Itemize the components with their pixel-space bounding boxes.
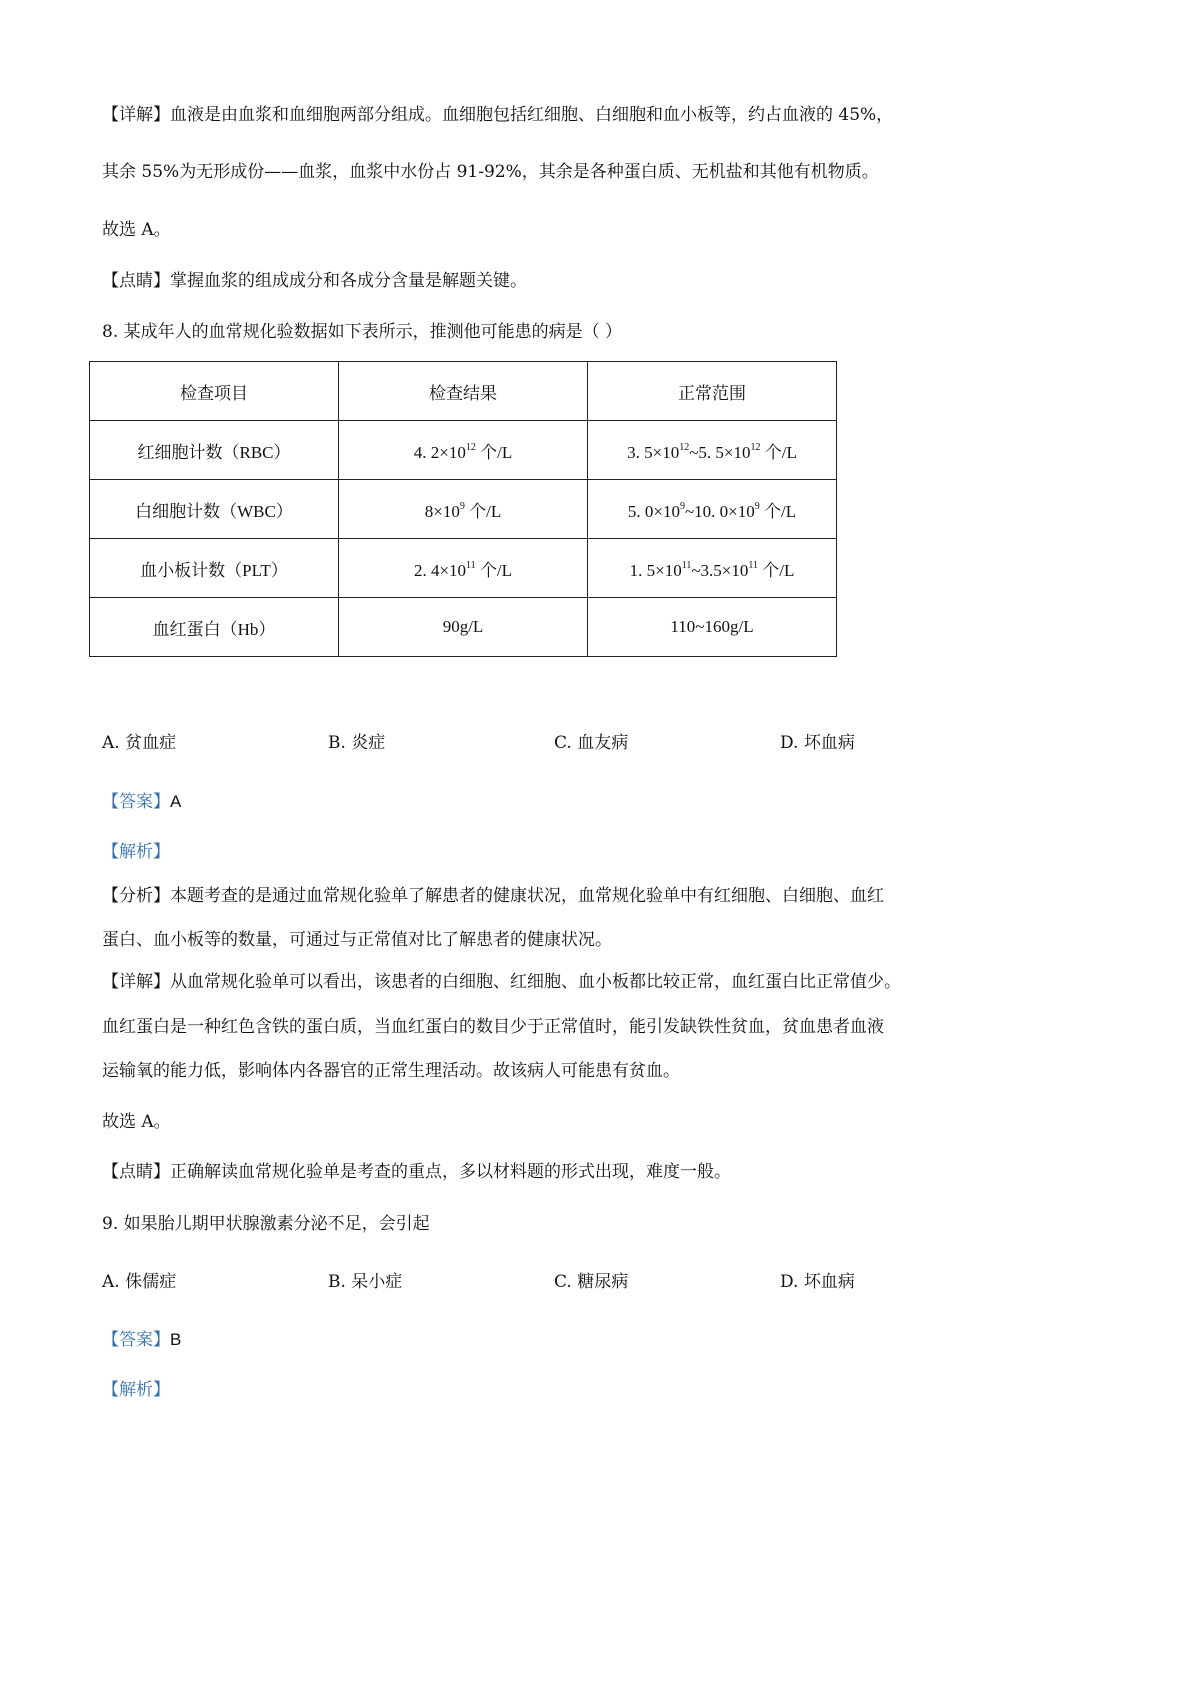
blood-test-table [89,361,837,657]
table-cell-result: 4. $2\times 10^{12}$ 个/L [339,421,588,480]
analysis-line: 蛋白、血小板等的数量，可通过与正常值对比了解患者的健康状况。 [102,930,612,950]
table-cell-range: 1. $5\times 10^{11}\sim 3.5\times 10^{11}$ 个/L [588,539,837,598]
q8-option-c[interactable]: C. 血友病 [554,733,629,753]
detail-line: 运输氧的能力低，影响体内各器官的正常生理活动。故该病人可能患有贫血。 [102,1061,680,1081]
table-header-row [90,362,837,421]
table-cell-range: 3. $5\times 10^{12}\sim 5$. $5\times 10^{12}$ 个/L [588,421,837,480]
table-row [90,480,837,539]
q9-option-d[interactable]: D. 坏血病 [780,1272,855,1292]
table-cell-item: 红细胞计数（RBC） [90,421,339,480]
detail-line: 【详解】从血常规化验单可以看出，该患者的白细胞、红细胞、血小板都比较正常，血红蛋白比正常值少。 [102,972,901,992]
table-cell-item: 血小板计数（PLT） [90,539,339,598]
analysis-line: 【分析】本题考查的是通过血常规化验单了解患者的健康状况，血常规化验单中有红细胞、白细胞、血红 [102,886,884,906]
q8-analysis-tag: 【解析】 [102,842,170,862]
table-header: 检查项目 [90,362,339,421]
answer-value: B [170,1330,182,1349]
q8-option-a[interactable]: A. 贫血症 [102,733,177,753]
table-cell-item: 白细胞计数（WBC） [90,480,339,539]
choice-line: 故选 A。 [102,220,171,240]
q9-option-a[interactable]: A. 侏儒症 [102,1272,177,1292]
answer-value: A [170,792,182,811]
q8-answer-line [102,790,181,814]
table-row [90,539,837,598]
table-row [90,598,837,657]
question-9-stem: 9. 如果胎儿期甲状腺激素分泌不足，会引起 [102,1214,430,1234]
q8-option-d[interactable]: D. 坏血病 [780,733,855,753]
q9-option-c[interactable]: C. 糖尿病 [554,1272,629,1292]
table-cell-result: 90g/L [339,598,588,657]
detail-line: 血红蛋白是一种红色含铁的蛋白质，当血红蛋白的数目少于正常值时，能引发缺铁性贫血，贫血患者血液 [102,1017,884,1037]
answer-tag: 【答案】 [102,792,170,812]
q9-analysis-tag: 【解析】 [102,1380,170,1400]
table-cell-item: 血红蛋白（Hb） [90,598,339,657]
table-cell-result: 2. $4\times 10^{11}$ 个/L [339,539,588,598]
answer-tag: 【答案】 [102,1330,170,1350]
table-cell-range: 110~160g/L [588,598,837,657]
tip-line: 【点睛】正确解读血常规化验单是考查的重点，多以材料题的形式出现，难度一般。 [102,1162,731,1182]
table-row [90,421,837,480]
q9-answer-line [102,1328,181,1352]
tip-line: 【点睛】掌握血浆的组成成分和各成分含量是解题关键。 [102,271,527,291]
choice-line: 故选 A。 [102,1112,171,1132]
table-cell-result: $8\times 10^9$ 个/L [339,480,588,539]
q9-option-b[interactable]: B. 呆小症 [328,1272,403,1292]
table-cell-range: 5. $0\times 10^9\sim 10$. $0\times 10^9$ 个/L [588,480,837,539]
question-8-stem: 8. 某成年人的血常规化验数据如下表所示，推测他可能患的病是（ ） [102,322,623,342]
detail-paragraph-line: 其余 55%为无形成份——血浆，血浆中水份占 91-92%，其余是各种蛋白质、无机盐和其他有机物质。 [102,162,879,182]
detail-paragraph-line: 【详解】血液是由血浆和血细胞两部分组成。血细胞包括红细胞、白细胞和血小板等，约占血液的 45%， [102,105,894,125]
table-header: 检查结果 [339,362,588,421]
table-header: 正常范围 [588,362,837,421]
q8-option-b[interactable]: B. 炎症 [328,733,386,753]
